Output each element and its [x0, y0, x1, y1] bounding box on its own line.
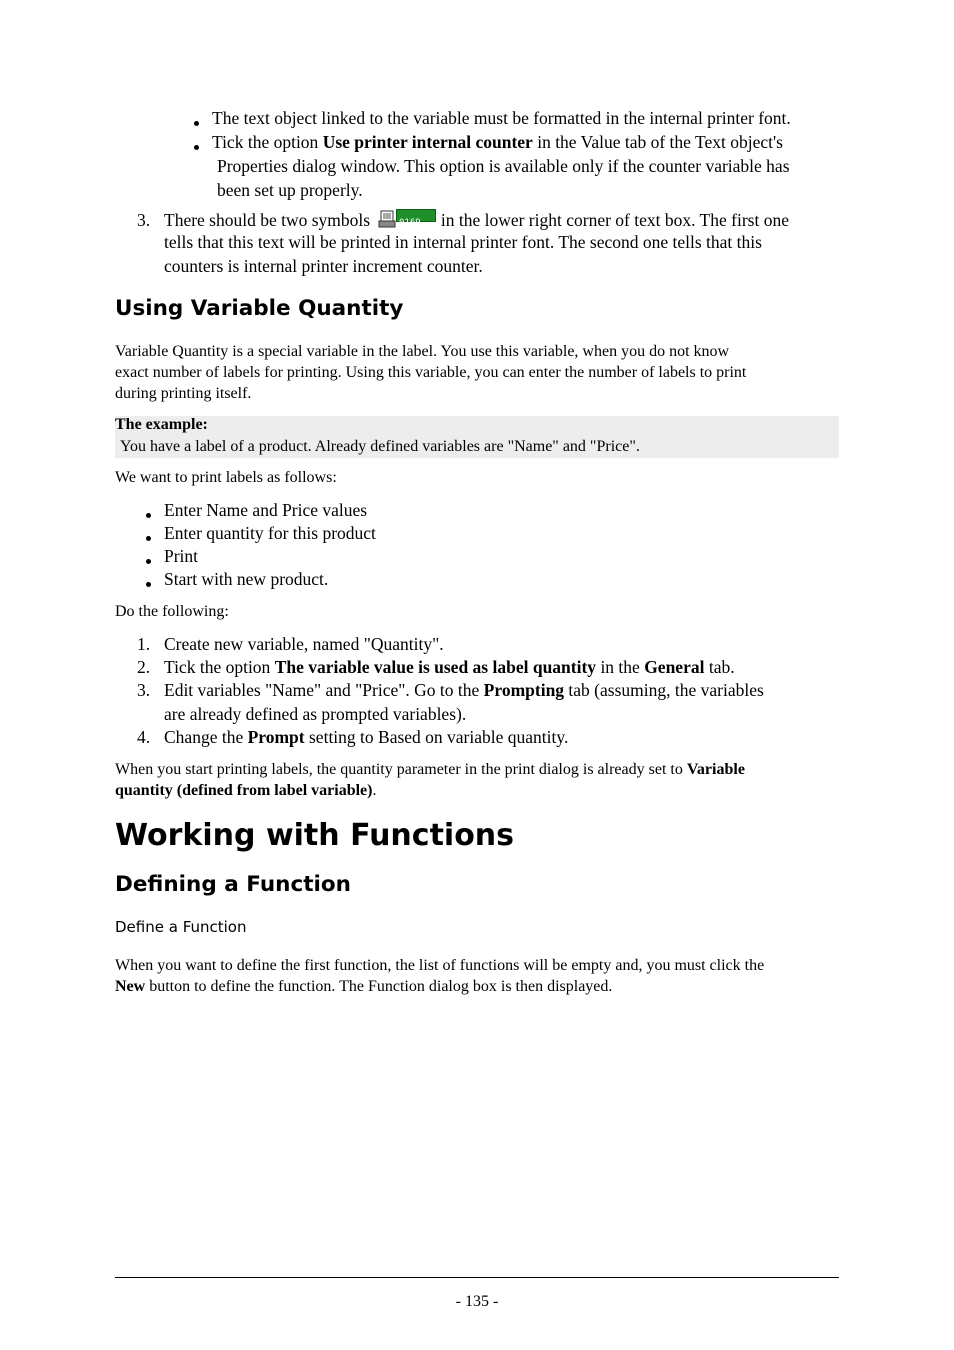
list-item: The text object linked to the variable must be formatted in the internal printer font.	[212, 108, 791, 128]
list-item-continuation: are already defined as prompted variables).	[164, 704, 467, 724]
list-item: Print	[164, 546, 199, 566]
list-number: 2.	[137, 657, 151, 677]
section-heading: Defining a Function	[115, 872, 351, 897]
list-item: Enter Name and Price values	[164, 500, 368, 520]
list-item: Change the Prompt setting to Based on variable quantity.	[164, 727, 569, 747]
list-item: Tick the option Use printer internal counter in the Value tab of the Text object's	[212, 132, 783, 152]
printer-font-icon	[378, 210, 396, 228]
page-number: - 135 -	[455, 1293, 499, 1310]
example-text: You have a label of a product. Already defined variables are "Name" and "Price".	[120, 438, 640, 455]
svg-text:0169: 0169	[399, 218, 422, 227]
paragraph-line: Variable Quantity is a special variable in the label. You use this variable, when you do not know	[115, 343, 730, 360]
paragraph-line: When you want to define the first function, the list of functions will be empty and, you must click the	[115, 957, 765, 974]
paragraph-line: quantity (defined from label variable).	[115, 782, 377, 799]
paragraph-line: Do the following:	[115, 603, 229, 620]
list-item: There should be two symbols 0169 in the lower right corner of text box. The first one	[164, 210, 789, 230]
bullet	[146, 513, 151, 518]
chapter-heading: Working with Functions	[115, 818, 515, 853]
example-title: The example:	[115, 416, 208, 433]
list-item-continuation: tells that this text will be printed in internal printer font. The second one tells that this	[164, 232, 762, 252]
section-heading: Using Variable Quantity	[115, 296, 404, 321]
list-item: Create new variable, named "Quantity".	[164, 634, 444, 654]
list-number: 3.	[137, 210, 151, 230]
list-item-continuation: been set up properly.	[217, 180, 363, 200]
list-item: Edit variables "Name" and "Price". Go to the Prompting tab (assuming, the variables	[164, 680, 764, 700]
paragraph-line: When you start printing labels, the quantity parameter in the print dialog is already set to Variable	[115, 761, 745, 778]
paragraph-line: exact number of labels for printing. Using this variable, you can enter the number of labels to print	[115, 364, 747, 381]
bullet	[146, 536, 151, 541]
list-item: Enter quantity for this product	[164, 523, 376, 543]
list-item: Start with new product.	[164, 569, 329, 589]
paragraph-line: during printing itself.	[115, 385, 252, 402]
list-number: 3.	[137, 680, 151, 700]
list-number: 4.	[137, 727, 151, 747]
list-item: Tick the option The variable value is used as label quantity in the General tab.	[164, 657, 735, 677]
bullet	[146, 582, 151, 587]
figure-caption: Define a Function	[115, 918, 247, 936]
list-number: 1.	[137, 634, 151, 654]
counter-icon	[396, 209, 436, 227]
footer-divider	[115, 1277, 839, 1278]
bullet	[194, 145, 199, 150]
paragraph-line: We want to print labels as follows:	[115, 469, 337, 486]
bullet	[146, 559, 151, 564]
list-item-continuation: counters is internal printer increment counter.	[164, 256, 483, 276]
paragraph-line: New button to define the function. The Function dialog box is then displayed.	[115, 978, 613, 995]
bullet	[194, 121, 199, 126]
list-item-continuation: Properties dialog window. This option is available only if the counter variable has	[217, 156, 790, 176]
